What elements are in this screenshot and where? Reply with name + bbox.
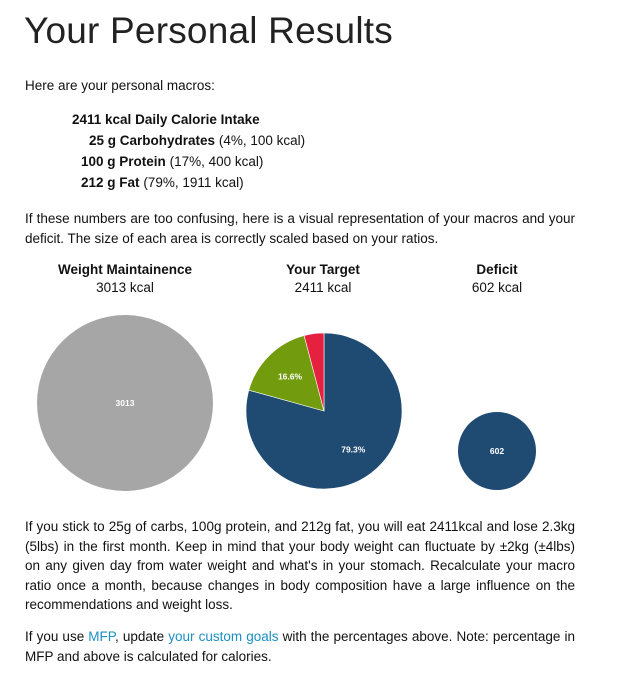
maintenance-heading: Weight Maintainence	[57, 262, 193, 277]
target-column	[253, 262, 393, 295]
macro-charts	[0, 300, 619, 500]
carbs-name: Carbohydrates	[119, 133, 216, 148]
pie-1-label-1: 16.6%	[277, 371, 303, 382]
deficit-column	[447, 262, 547, 295]
mfp-prefix: If you use	[25, 629, 89, 644]
mfp-middle: , update	[115, 629, 169, 644]
target-value: 2411 kcal	[294, 280, 352, 295]
carbs-grams: 25 g	[89, 133, 117, 148]
intake-row	[72, 112, 260, 127]
fat-grams: 212 g	[81, 175, 116, 190]
target-heading: Your Target	[286, 262, 360, 277]
pie-0-label: 3013	[115, 398, 135, 408]
maintenance-value: 3013 kcal	[96, 280, 154, 295]
intake-label: Daily Calorie Intake	[135, 112, 260, 127]
deficit-value: 602 kcal	[471, 280, 523, 295]
pie-2-label: 602	[489, 446, 505, 456]
fat-detail: (79%, 1911 kcal)	[143, 175, 244, 190]
intake-value: 2411 kcal	[72, 112, 132, 127]
pie-1-label-0: 79.3%	[341, 444, 366, 455]
fat-name: Fat	[119, 175, 140, 190]
custom-goals-link[interactable]: your custom goals	[168, 629, 279, 644]
protein-row	[81, 154, 263, 169]
protein-name: Protein	[119, 154, 166, 169]
deficit-heading: Deficit	[476, 262, 518, 277]
protein-grams: 100 g	[81, 154, 116, 169]
macros-intro: Here are your personal macros:	[25, 78, 215, 93]
mfp-note	[25, 627, 575, 666]
mfp-link[interactable]: MFP	[88, 629, 116, 644]
protein-detail: (17%, 400 kcal)	[169, 154, 264, 169]
page-title: Your Personal Results	[24, 10, 393, 51]
mfp-suffix: with the percentages above. Note: percentage in MFP and above is calculated for calories.	[25, 629, 575, 664]
visual-intro: If these numbers are too confusing, here is a visual representation of your macros and your deficit. The size of each area is correctly scaled based on your ratios.	[25, 211, 575, 246]
summary-text: If you stick to 25g of carbs, 100g protein, and 212g fat, you will eat 2411kcal and lose 2.3kg (5lbs) in the first month. Keep in mind that your body weight can fluctuate by ±2kg (±4lbs) on any given day from water weight and what's in your stomach. Recalculate your macro ratio once a month, because changes in body composition have a large influence on the recommendations and weight loss.	[25, 519, 575, 612]
carbs-detail: (4%, 100 kcal)	[218, 133, 306, 148]
maintenance-column	[40, 262, 210, 295]
carbs-row	[89, 133, 305, 148]
fat-row	[81, 175, 244, 190]
